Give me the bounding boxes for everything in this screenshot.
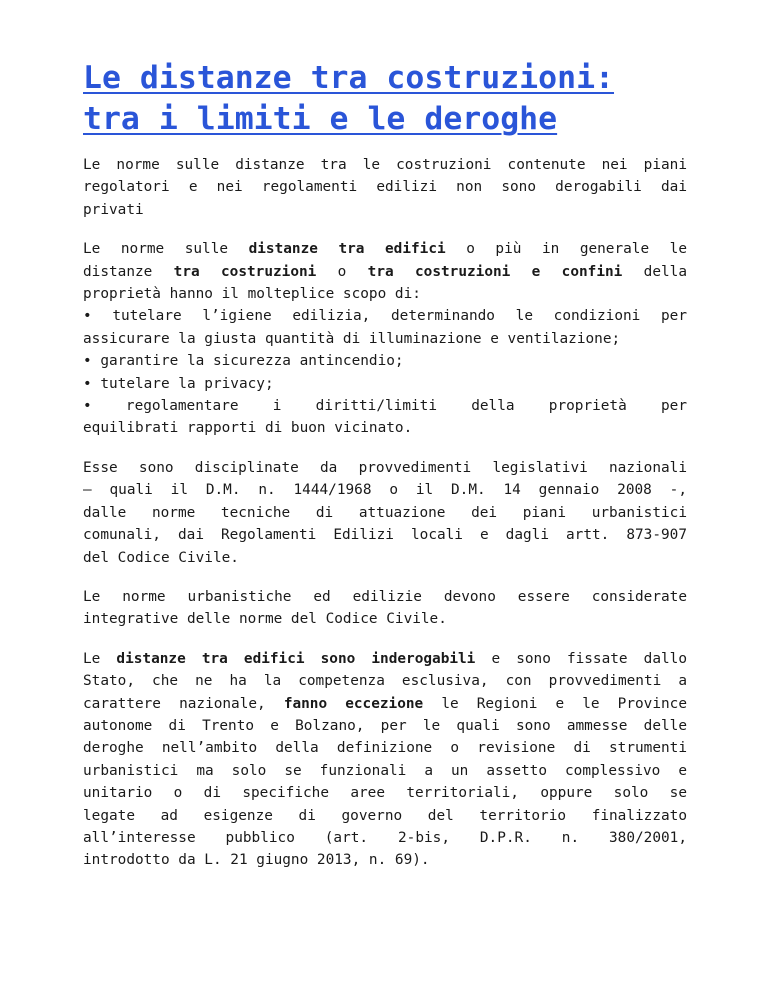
intro-paragraph (83, 154, 687, 221)
scope-line-1 (83, 238, 687, 260)
legislation-line-4: comunali, dai Regolamenti Edilizi locali e dagli artt. 873-907 (83, 527, 687, 544)
intro-line-3: privati (83, 201, 144, 218)
exceptions-paragraph (83, 648, 687, 872)
exceptions-line-10: introdotto da L. 21 giugno 2013, n. 69). (83, 852, 430, 869)
text: o (316, 263, 368, 280)
legislation-line-1: Esse sono disciplinate da provvedimenti legislativi nazionali (83, 459, 687, 476)
text: Le (83, 650, 117, 667)
text: le Regioni e le Province (423, 695, 687, 712)
scope-bullet-3: • tutelare la privacy; (83, 375, 274, 392)
title-line-2[interactable]: tra i limiti e le deroghe (83, 101, 558, 137)
title-line-1[interactable]: Le distanze tra costruzioni: (83, 60, 615, 96)
text: carattere nazionale, (83, 695, 284, 712)
scope-bullet-2: • garantire la sicurezza antincendio; (83, 353, 404, 370)
exceptions-line-8: legate ad esigenze di governo del territorio finalizzato (83, 807, 687, 824)
integrative-line-1: Le norme urbanistiche ed edilizie devono essere considerate (83, 588, 687, 605)
scope-bullet-1b: assicurare la giusta quantità di illuminazione e ventilazione; (83, 330, 621, 347)
scope-line-3: proprietà hanno il molteplice scopo di: (83, 286, 421, 303)
text: distanze (83, 263, 174, 280)
intro-line-1: Le norme sulle distanze tra le costruzioni contenute nei piani (83, 157, 687, 173)
text: e sono fissate dallo (475, 650, 687, 667)
legislation-line-5: del Codice Civile. (83, 549, 239, 566)
scope-paragraph (83, 238, 687, 440)
exceptions-line-9: all’interesse pubblico (art. 2-bis, D.P.R. n. 380/2001, (83, 829, 687, 846)
scope-line-2 (83, 261, 687, 283)
bold-text: tra costruzioni e confini (367, 263, 623, 280)
exceptions-line-5: deroghe nell’ambito della definizione o revisione di strumenti (83, 740, 687, 757)
exceptions-line-6: urbanistici ma solo se funzionali a un assetto complessivo e (83, 762, 687, 779)
bold-text: distanze tra edifici (248, 241, 446, 258)
legislation-line-2: – quali il D.M. n. 1444/1968 o il D.M. 14 gennaio 2008 -, (83, 482, 687, 499)
article (83, 0, 687, 872)
legislation-line-3: dalle norme tecniche di attuazione dei piani urbanistici (83, 504, 687, 521)
bold-text: fanno eccezione (283, 695, 424, 712)
bold-text: distanze tra edifici sono inderogabili (116, 650, 476, 667)
legislation-paragraph (83, 457, 687, 569)
integrative-line-2: integrative delle norme del Codice Civile. (83, 611, 447, 628)
exceptions-line-7: unitario o di specifiche aree territoriali, oppure solo se (83, 785, 687, 802)
exceptions-line-2: Stato, che ne ha la competenza esclusiva, con provvedimenti a (83, 673, 687, 690)
text: o più in generale le (445, 241, 687, 258)
intro-line-2: regolatori e nei regolamenti edilizi non sono derogabili dai (83, 179, 687, 196)
text: Le norme sulle (83, 241, 249, 258)
integrative-paragraph (83, 586, 687, 631)
exceptions-line-1 (83, 648, 687, 670)
scope-bullet-4b: equilibrati rapporti di buon vicinato. (83, 420, 413, 437)
scope-bullet-4a: • regolamentare i diritti/limiti della proprietà per (83, 398, 687, 415)
exceptions-line-3 (83, 693, 687, 715)
exceptions-line-4: autonome di Trento e Bolzano, per le quali sono ammesse delle (83, 717, 687, 734)
text: della (622, 263, 687, 280)
bold-text: tra costruzioni (173, 263, 317, 280)
scope-bullet-1a: • tutelare l’igiene edilizia, determinando le condizioni per (83, 308, 687, 325)
article-title-link[interactable] (83, 58, 687, 140)
